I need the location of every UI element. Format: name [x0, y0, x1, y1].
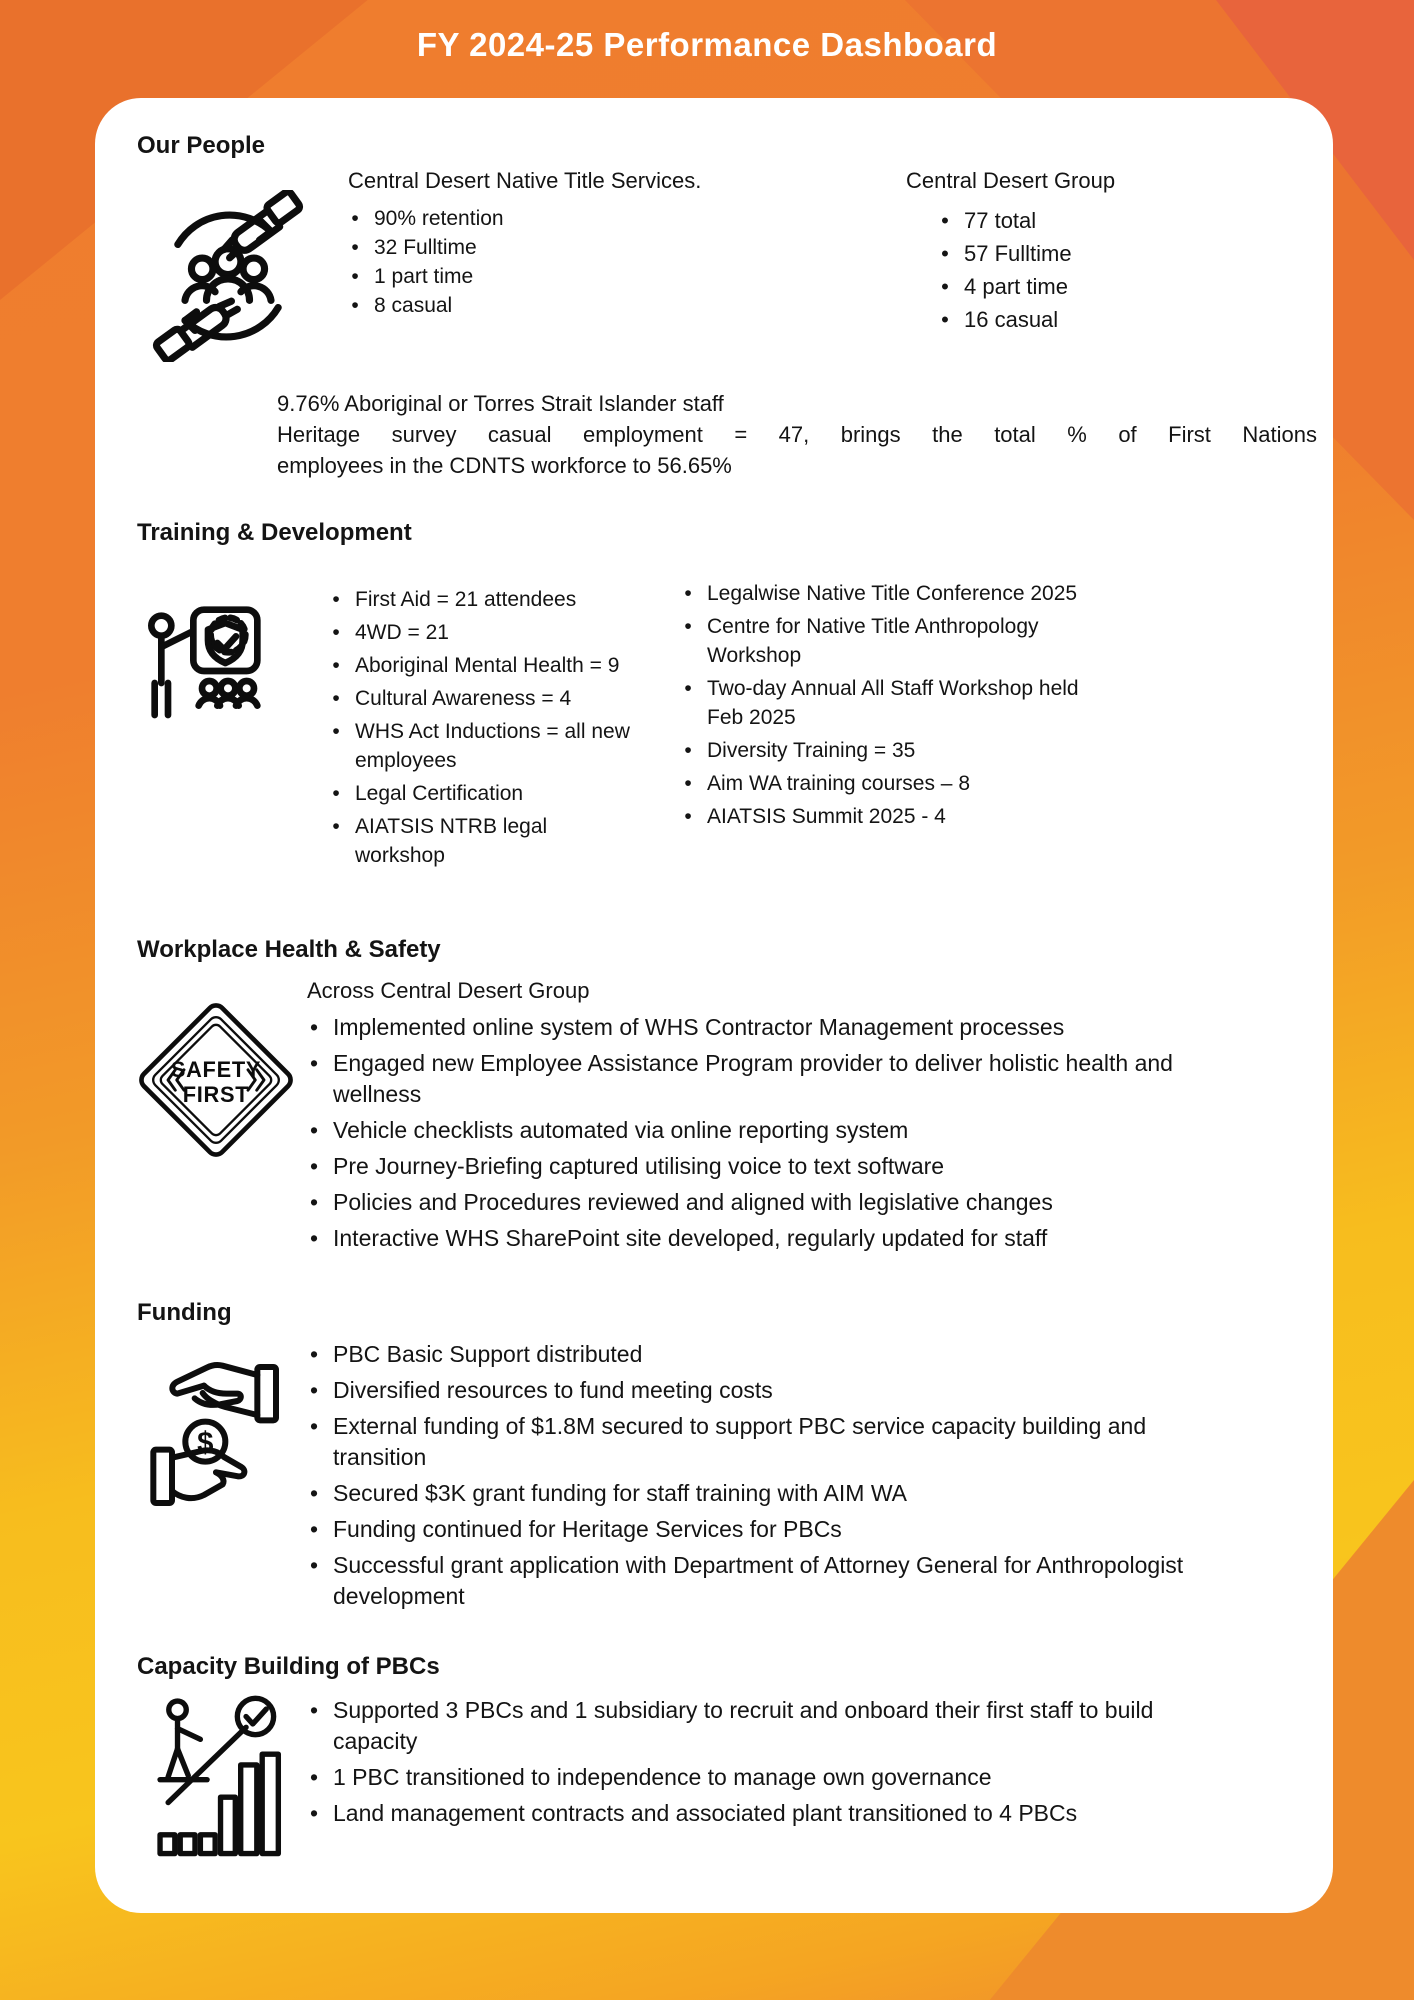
bullet-dot: •: [684, 615, 692, 638]
list-item: • Diversified resources to fund meeting costs: [307, 1375, 1187, 1406]
capacity-heading: Capacity Building of PBCs: [137, 1653, 440, 1680]
list-item: • Aboriginal Mental Health = 9: [329, 651, 641, 680]
bullet-dot: •: [332, 720, 340, 743]
training-heading: Training & Development: [137, 519, 412, 546]
training-right-list: [681, 579, 1101, 831]
first-nations-note: [277, 388, 1317, 481]
bullet-dot: •: [309, 1480, 319, 1506]
bullet-dot: •: [309, 1153, 319, 1179]
section-capacity: [125, 1653, 1333, 1863]
bullet-dot: •: [309, 1014, 319, 1040]
section-our-people: [125, 132, 1333, 481]
list-item: • Two-day Annual All Staff Workshop held Feb 2025: [681, 674, 1101, 732]
cdnts-list: [348, 204, 778, 320]
list-item: • Aim WA training courses – 8: [681, 769, 1101, 798]
list-item: • Cultural Awareness = 4: [329, 684, 641, 713]
whs-list: [307, 1012, 1212, 1254]
safety-badge-line1: SAFETY: [170, 1057, 262, 1083]
list-item: • 32 Fulltime: [348, 233, 778, 262]
our-people-heading: Our People: [137, 132, 266, 159]
bullet-dot: •: [309, 1413, 319, 1439]
bullet-dot: •: [332, 621, 340, 644]
whs-heading: Workplace Health & Safety: [137, 936, 441, 963]
funding-row: [125, 1335, 1333, 1617]
bullet-dot: •: [941, 208, 949, 233]
note-line: 9.76% Aboriginal or Torres Strait Islander staff: [277, 391, 724, 416]
whs-subheading: Across Central Desert Group: [307, 978, 590, 1003]
capacity-row: [125, 1689, 1333, 1863]
cdg-column: [906, 168, 1246, 336]
bullet-dot: •: [351, 207, 359, 230]
list-item: • Land management contracts and associated plant transitioned to 4 PBCs: [307, 1798, 1187, 1829]
safety-first-icon: [125, 972, 307, 1160]
bullet-dot: •: [332, 654, 340, 677]
bullet-dot: •: [309, 1764, 319, 1790]
bullet-dot: •: [684, 677, 692, 700]
list-item: • Legal Certification: [329, 779, 641, 808]
bullet-dot: •: [351, 265, 359, 288]
bullet-dot: •: [332, 588, 340, 611]
bullet-dot: •: [332, 782, 340, 805]
training-right-column: [681, 555, 1101, 835]
bullet-dot: •: [309, 1516, 319, 1542]
dollar-symbol: $: [197, 1426, 214, 1460]
bullet-dot: •: [309, 1189, 319, 1215]
giving-hands-money-icon: [125, 1335, 307, 1519]
list-item: • WHS Act Inductions = all new employees: [329, 717, 641, 775]
list-item: • Successful grant application with Department of Attorney General for Anthropologist development: [307, 1550, 1187, 1612]
list-item: • 57 Fulltime: [938, 237, 1246, 270]
list-item: • Vehicle checklists automated via online reporting system: [307, 1115, 1212, 1146]
whs-row: [125, 972, 1333, 1259]
list-item: • Implemented online system of WHS Contractor Management processes: [307, 1012, 1212, 1043]
bullet-dot: •: [684, 582, 692, 605]
section-training: [125, 519, 1333, 874]
bullet-dot: •: [351, 236, 359, 259]
training-row: [125, 555, 1333, 874]
bullet-dot: •: [351, 294, 359, 317]
cdg-title: Central Desert Group: [906, 168, 1116, 193]
list-item: • Policies and Procedures reviewed and aligned with legislative changes: [307, 1187, 1212, 1218]
bullet-dot: •: [941, 307, 949, 332]
bullet-dot: •: [309, 1050, 319, 1076]
our-people-row: [125, 168, 1333, 362]
cdg-list: [906, 204, 1246, 336]
list-item: • 4 part time: [938, 270, 1246, 303]
training-left-list: [329, 585, 641, 870]
note-line: Heritage survey casual employment = 47, brings the total % of First Nations: [277, 422, 1317, 447]
people-exchange-icon: [125, 168, 330, 362]
bullet-dot: •: [684, 805, 692, 828]
bullet-dot: •: [684, 772, 692, 795]
page-title: FY 2024-25 Performance Dashboard: [416, 26, 998, 63]
whs-content: [307, 972, 1212, 1259]
bullet-dot: •: [309, 1225, 319, 1251]
list-item: • AIATSIS Summit 2025 - 4: [681, 802, 1101, 831]
content-card: [95, 98, 1333, 1913]
list-item: • Interactive WHS SharePoint site developed, regularly updated for staff: [307, 1223, 1212, 1254]
list-item: • 1 part time: [348, 262, 778, 291]
bullet-dot: •: [309, 1800, 319, 1826]
bullet-dot: •: [941, 241, 949, 266]
section-funding: [125, 1299, 1333, 1617]
section-whs: [125, 936, 1333, 1259]
list-item: • 4WD = 21: [329, 618, 641, 647]
list-item: • Engaged new Employee Assistance Program provider to deliver holistic health and wellness: [307, 1048, 1212, 1110]
list-item: • 8 casual: [348, 291, 778, 320]
growth-chart-person-icon: [125, 1689, 307, 1863]
bullet-dot: •: [684, 739, 692, 762]
bullet-dot: •: [941, 274, 949, 299]
list-item: • Diversity Training = 35: [681, 736, 1101, 765]
list-item: • 16 casual: [938, 303, 1246, 336]
list-item: • Centre for Native Title Anthropology Workshop: [681, 612, 1101, 670]
list-item: • Supported 3 PBCs and 1 subsidiary to recruit and onboard their first staff to build capacity: [307, 1695, 1187, 1757]
list-item: • Funding continued for Heritage Services for PBCs: [307, 1514, 1187, 1545]
trainer-presentation-icon: [125, 555, 315, 745]
list-item: • 77 total: [938, 204, 1246, 237]
bullet-dot: •: [309, 1341, 319, 1367]
bullet-dot: •: [309, 1552, 319, 1578]
list-item: • Secured $3K grant funding for staff training with AIM WA: [307, 1478, 1187, 1509]
list-item: • 1 PBC transitioned to independence to manage own governance: [307, 1762, 1187, 1793]
funding-heading: Funding: [137, 1299, 232, 1326]
list-item: • 90% retention: [348, 204, 778, 233]
funding-list: [307, 1339, 1187, 1612]
training-left-column: [329, 555, 641, 874]
bullet-dot: •: [309, 1697, 319, 1723]
cdnts-title: Central Desert Native Title Services.: [348, 168, 702, 193]
capacity-content: [307, 1689, 1187, 1834]
safety-badge-line2: FIRST: [182, 1081, 250, 1107]
funding-content: [307, 1335, 1187, 1617]
list-item: • External funding of $1.8M secured to support PBC service capacity building and transition: [307, 1411, 1187, 1473]
bullet-dot: •: [309, 1117, 319, 1143]
list-item: • PBC Basic Support distributed: [307, 1339, 1187, 1370]
cdnts-column: [348, 168, 778, 320]
bullet-dot: •: [309, 1377, 319, 1403]
list-item: • Legalwise Native Title Conference 2025: [681, 579, 1101, 608]
note-line: employees in the CDNTS workforce to 56.65%: [277, 453, 732, 478]
list-item: • Pre Journey-Briefing captured utilising voice to text software: [307, 1151, 1212, 1182]
bullet-dot: •: [332, 687, 340, 710]
capacity-list: [307, 1695, 1187, 1829]
list-item: • First Aid = 21 attendees: [329, 585, 641, 614]
list-item: • AIATSIS NTRB legal workshop: [329, 812, 641, 870]
bullet-dot: •: [332, 815, 340, 838]
